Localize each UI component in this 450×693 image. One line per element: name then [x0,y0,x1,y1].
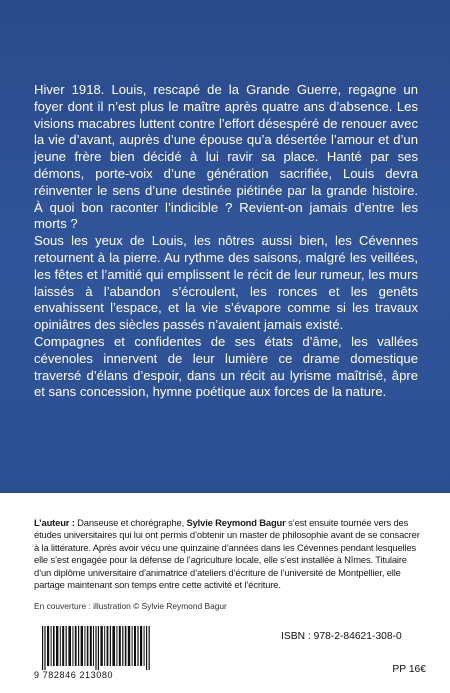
blurb-paragraph: Hiver 1918. Louis, rescapé de la Grande Guerre, regagne un foyer dont il n’est plus le maître après quatre ans d’absence. Les visions macabres luttent contre l’effort désespéré de renouer avec la vie d’avant, auprès d’une épouse qu’a désertée l’amour et d’un jeune frère bien décidé à lui ravir sa place. Hanté par ses démons, porte-voix d’une génération sacrifiée, Louis devra réinventer le sens d’une destinée piétinée par la grande histoire. À quoi bon raconter l’indicible ? Revient-on jamais d’entre les morts ? [34,82,418,232]
blurb-paragraph: Compagnes et confidentes de ses états d’âme, les vallées cévenoles innervent de leur lumière ce drame domestique traversé d’élans d’espoir, dans un récit au lyrisme maîtrisé, âpre et sans concession, hymne poétique aux forces de la nature. [34,333,418,400]
author-text-after: s’est ensuite tournée vers des études universitaires qui lui ont permis d’obtenir un master de philosophie avant de se consacrer à la littérature. Après avoir vécu une quinzaine d’années dans les Cévennes pendant lesquelles elle s’est engagée pour la défense de l’agriculture locale, elle s’est installée à Nîmes. Titulaire d’un diplôme universitaire d’animatrice d’ateliers d’écriture de l’université de Montpellier, elle partage maintenant son temps entre cette activité et l’écriture. [34,517,420,591]
barcode [34,626,154,680]
barcode-icon [42,626,152,670]
author-bio [34,517,426,591]
barcode-digits: 9 782846 213080 [34,670,114,680]
author-name: Sylvie Reymond Bagur [186,517,286,528]
author-label: L’auteur : [34,517,75,528]
author-text-before: Danseuse et chorégraphe, [74,517,187,528]
blurb-paragraph: Sous les yeux de Louis, les nôtres aussi bien, les Cévennes retournent à la pierre. Au rythme des saisons, malgré les veillées, les fêtes et l’amitié qui emplissent le récit de leur rumeur, les murs laissés à l’abandon s’écroulent, les ronces et les genêts envahissent l’espace, et la vie s’évapore comme si les travaux opiniâtres des siècles passés n’avaient jamais existé. [34,233,418,333]
blurb-text [34,82,418,401]
isbn: ISBN : 978-2-84621-308-0 [281,631,402,642]
cover-credit: En couverture : illustration © Sylvie Reymond Bagur [34,601,227,611]
price: PP 16€ [392,664,426,675]
